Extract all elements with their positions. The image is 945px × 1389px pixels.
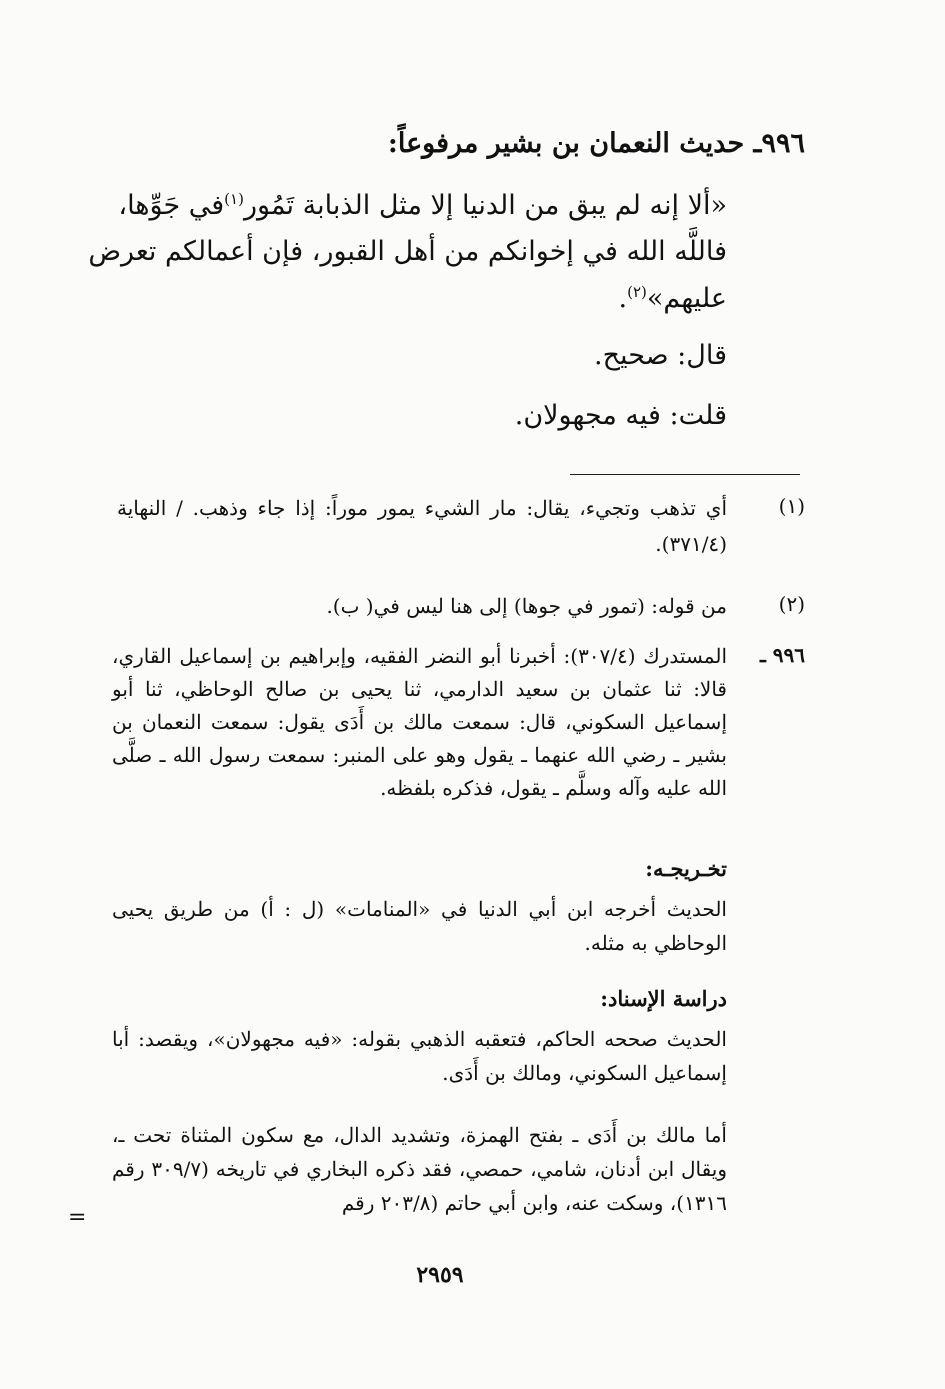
source-number: ٩٩٦ ـ: [759, 643, 805, 667]
page-number: ٢٩٥٩: [416, 1262, 464, 1288]
footnote-number: (٢): [778, 592, 805, 616]
footnote-text: أي تذهب وتجيء، يقال: مار الشيء يمور موراً: إذا جاء وذهب. / النهاية (٣٧١/٤).: [117, 496, 727, 556]
footnote-ref-1: (١): [224, 190, 244, 208]
footnote-text: من قوله: (تمور في جوها) إلى هنا ليس في( ب).: [326, 594, 727, 618]
dirasa-title: دراسة الإسناد:: [600, 986, 727, 1011]
matn-line-1: [118, 190, 727, 221]
dirasa-paragraph-1: الحديث صححه الحاكم، فتعقبه الذهبي بقوله: «فيه مجهولان»، ويقصد: أبا إسماعيل السكوني، ومالك بن أَدَى.: [112, 1027, 727, 1085]
verdict-qultu: قلت: فيه مجهولان.: [514, 400, 727, 431]
matn-line-2: فاللَّه الله في إخوانكم من أهل القبور، فإن أعمالكم تعرض: [88, 236, 727, 267]
matn-line-3: [618, 283, 727, 314]
hadith-heading-text: ـ حديث النعمان بن بشير مرفوعاً:: [387, 128, 762, 159]
continuation-mark: =: [68, 1205, 87, 1230]
matn-text: «ألا إنه لم يبق من الدنيا إلا مثل الذبابة تَمُور: [243, 190, 727, 221]
matn-text: عليهم»: [646, 283, 727, 314]
dirasa-paragraph-2: أما مالك بن أَدَى ـ بفتح الهمزة، وتشديد الدال، مع سكون المثناة تحت ـ، ويقال ابن أدنان، شامي، حمصي، فقد ذكره البخاري في تاريخه (٣٠٩/٧ رقم ١٣١٦)، وسكت عنه، وابن أبي حاتم (٢٠٣/٨ رقم: [112, 1123, 727, 1215]
verdict-qala: قال: صحيح.: [594, 340, 727, 371]
source-text: المستدرك (٣٠٧/٤): أخبرنا أبو النضر الفقيه، وإبراهيم بن إسماعيل القاري، قالا: ثنا عثمان بن سعيد الدارمي، ثنا يحيى بن صالح الوحاظي، ثنا أبو إسماعيل السكوني، قال: سمعت مالك بن أَدَى يقول: سمعت النعمان بن بشير ـ رضي الله عنهما ـ يقول وهو على المنبر: سمعت رسول الله ـ صلَّى الله عليه وآله وسلَّم ـ يقول، فذكره بلفظه.: [112, 644, 727, 800]
matn-text: في جَوِّها،: [118, 190, 225, 221]
footnote-divider: [570, 474, 800, 475]
matn-text: .: [618, 283, 628, 314]
hadith-number: ٩٩٦: [761, 128, 805, 159]
footnote-number: (١): [778, 494, 805, 518]
takhrij-title: تخـريجـه:: [645, 856, 727, 881]
takhrij-text: الحديث أخرجه ابن أبي الدنيا في «المنامات» (ل : أ) من طريق يحيى الوحاظي به مثله.: [112, 897, 727, 955]
footnote-ref-2: (٢): [627, 283, 647, 301]
hadith-heading: [388, 128, 805, 159]
